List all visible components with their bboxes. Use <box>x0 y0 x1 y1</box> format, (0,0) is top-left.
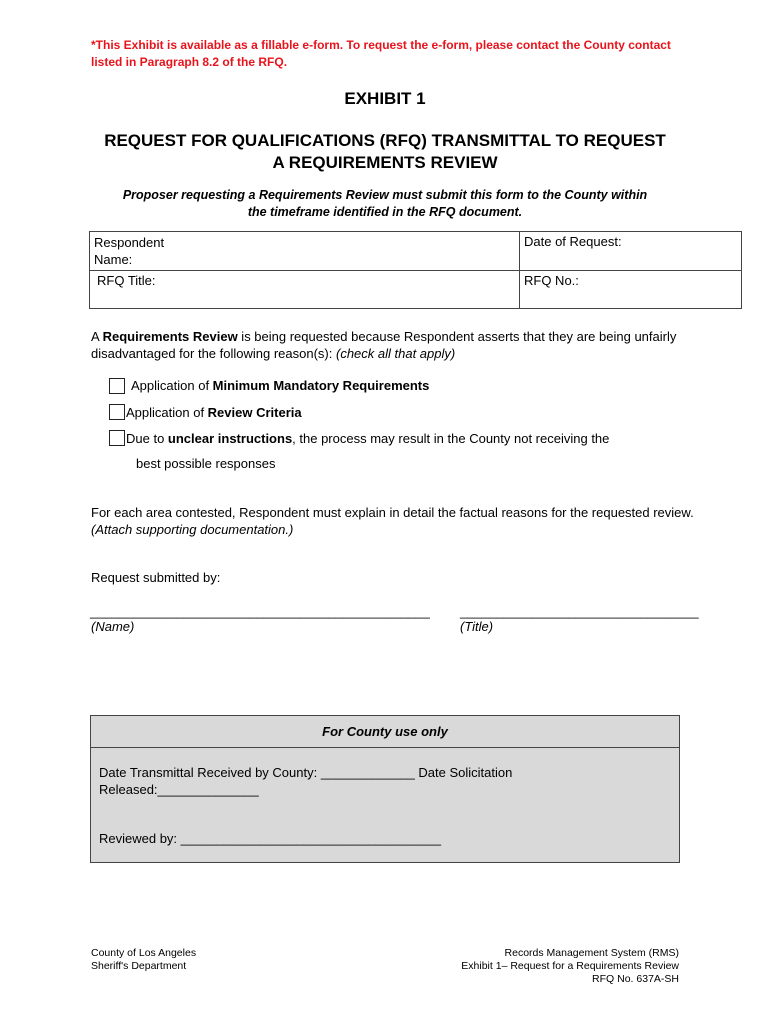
eform-notice: *This Exhibit is available as a fillable e-form. To request the e-form, please contact the County contact listed in Paragraph 8.2 of the RFQ. <box>91 38 671 69</box>
checkbox-3-post: , the process may result in the County not receiving the <box>292 431 610 446</box>
checkbox-3-pre: Due to <box>126 431 168 446</box>
reviewed-by-field[interactable]: Reviewed by: ____________________________________ <box>99 831 441 846</box>
reason-intro <box>91 328 711 362</box>
exhibit-heading: EXHIBIT 1 <box>344 89 426 108</box>
rfq-no-label: RFQ No.: <box>524 273 579 288</box>
reason-intro-pre: A <box>91 329 103 344</box>
checkbox-label-minimum-mandatory <box>131 377 429 394</box>
footer-rfq-no: RFQ No. 637A-SH <box>592 973 679 985</box>
reason-intro-bold: Requirements Review <box>102 329 238 344</box>
respondent-name-label: Respondent Name: <box>94 235 165 267</box>
date-of-request-label: Date of Request: <box>524 234 622 249</box>
respondent-info-table <box>89 231 742 309</box>
title-line-2: A REQUIREMENTS REVIEW <box>272 153 498 172</box>
rfq-title-field[interactable] <box>90 271 520 309</box>
form-title <box>80 130 690 174</box>
contest-instructions <box>91 504 701 538</box>
footer-department: Sheriff's Department <box>91 960 187 972</box>
county-use-box <box>90 715 680 863</box>
footer-exhibit: Exhibit 1– Request for a Requirements Review <box>461 960 679 972</box>
date-of-request-field[interactable] <box>520 232 742 271</box>
footer-system: Records Management System (RMS) <box>504 947 679 959</box>
date-received-field[interactable]: Date Transmittal Received by County: _____________ Date Solicitation Released:______________ <box>99 765 513 797</box>
reason-intro-mid: is being requested because Respondent asserts that they are being unfairly disadvantaged for the following reason(s): <box>91 329 677 361</box>
contest-text: For each area contested, Respondent must explain in detail the factual reasons for the requested review. <box>91 505 694 520</box>
checkbox-1-bold: Minimum Mandatory Requirements <box>212 378 430 393</box>
checkbox-label-review-criteria <box>126 404 302 421</box>
form-instructions <box>80 187 690 221</box>
respondent-name-field[interactable] <box>90 232 520 271</box>
rfq-no-field[interactable] <box>520 271 742 309</box>
checkbox-label-unclear-instructions <box>126 430 609 447</box>
checkbox-unclear-instructions[interactable] <box>109 430 125 446</box>
name-label: (Name) <box>91 619 135 634</box>
checkbox-2-bold: Review Criteria <box>207 405 302 420</box>
instructions-line-2: the timeframe identified in the RFQ document. <box>247 205 523 219</box>
checkbox-2-pre: Application of <box>126 405 208 420</box>
title-line-1: REQUEST FOR QUALIFICATIONS (RFQ) TRANSMITTAL TO REQUEST <box>104 131 666 150</box>
checkbox-3-bold: unclear instructions <box>167 431 293 446</box>
footer-right <box>461 947 679 986</box>
footer-left <box>91 947 196 973</box>
submitted-by-label: Request submitted by: <box>91 570 221 585</box>
title-label: (Title) <box>460 619 494 634</box>
checkbox-minimum-mandatory[interactable] <box>109 378 125 394</box>
checkbox-label-unclear-continued: best possible responses <box>136 456 276 471</box>
reason-intro-italic: (check all that apply) <box>335 346 456 361</box>
title-signature-line[interactable]: _________________________________ <box>460 604 699 619</box>
checkbox-review-criteria[interactable] <box>109 404 125 420</box>
contest-italic: (Attach supporting documentation.) <box>91 522 294 537</box>
name-signature-line[interactable]: _______________________________________________ <box>90 604 430 619</box>
instructions-line-1: Proposer requesting a Requirements Review must submit this form to the County within <box>122 188 648 202</box>
footer-county: County of Los Angeles <box>91 947 197 959</box>
rfq-title-label: RFQ Title: <box>97 273 156 288</box>
county-use-heading: For County use only <box>91 716 679 748</box>
checkbox-1-pre: Application of <box>131 378 213 393</box>
